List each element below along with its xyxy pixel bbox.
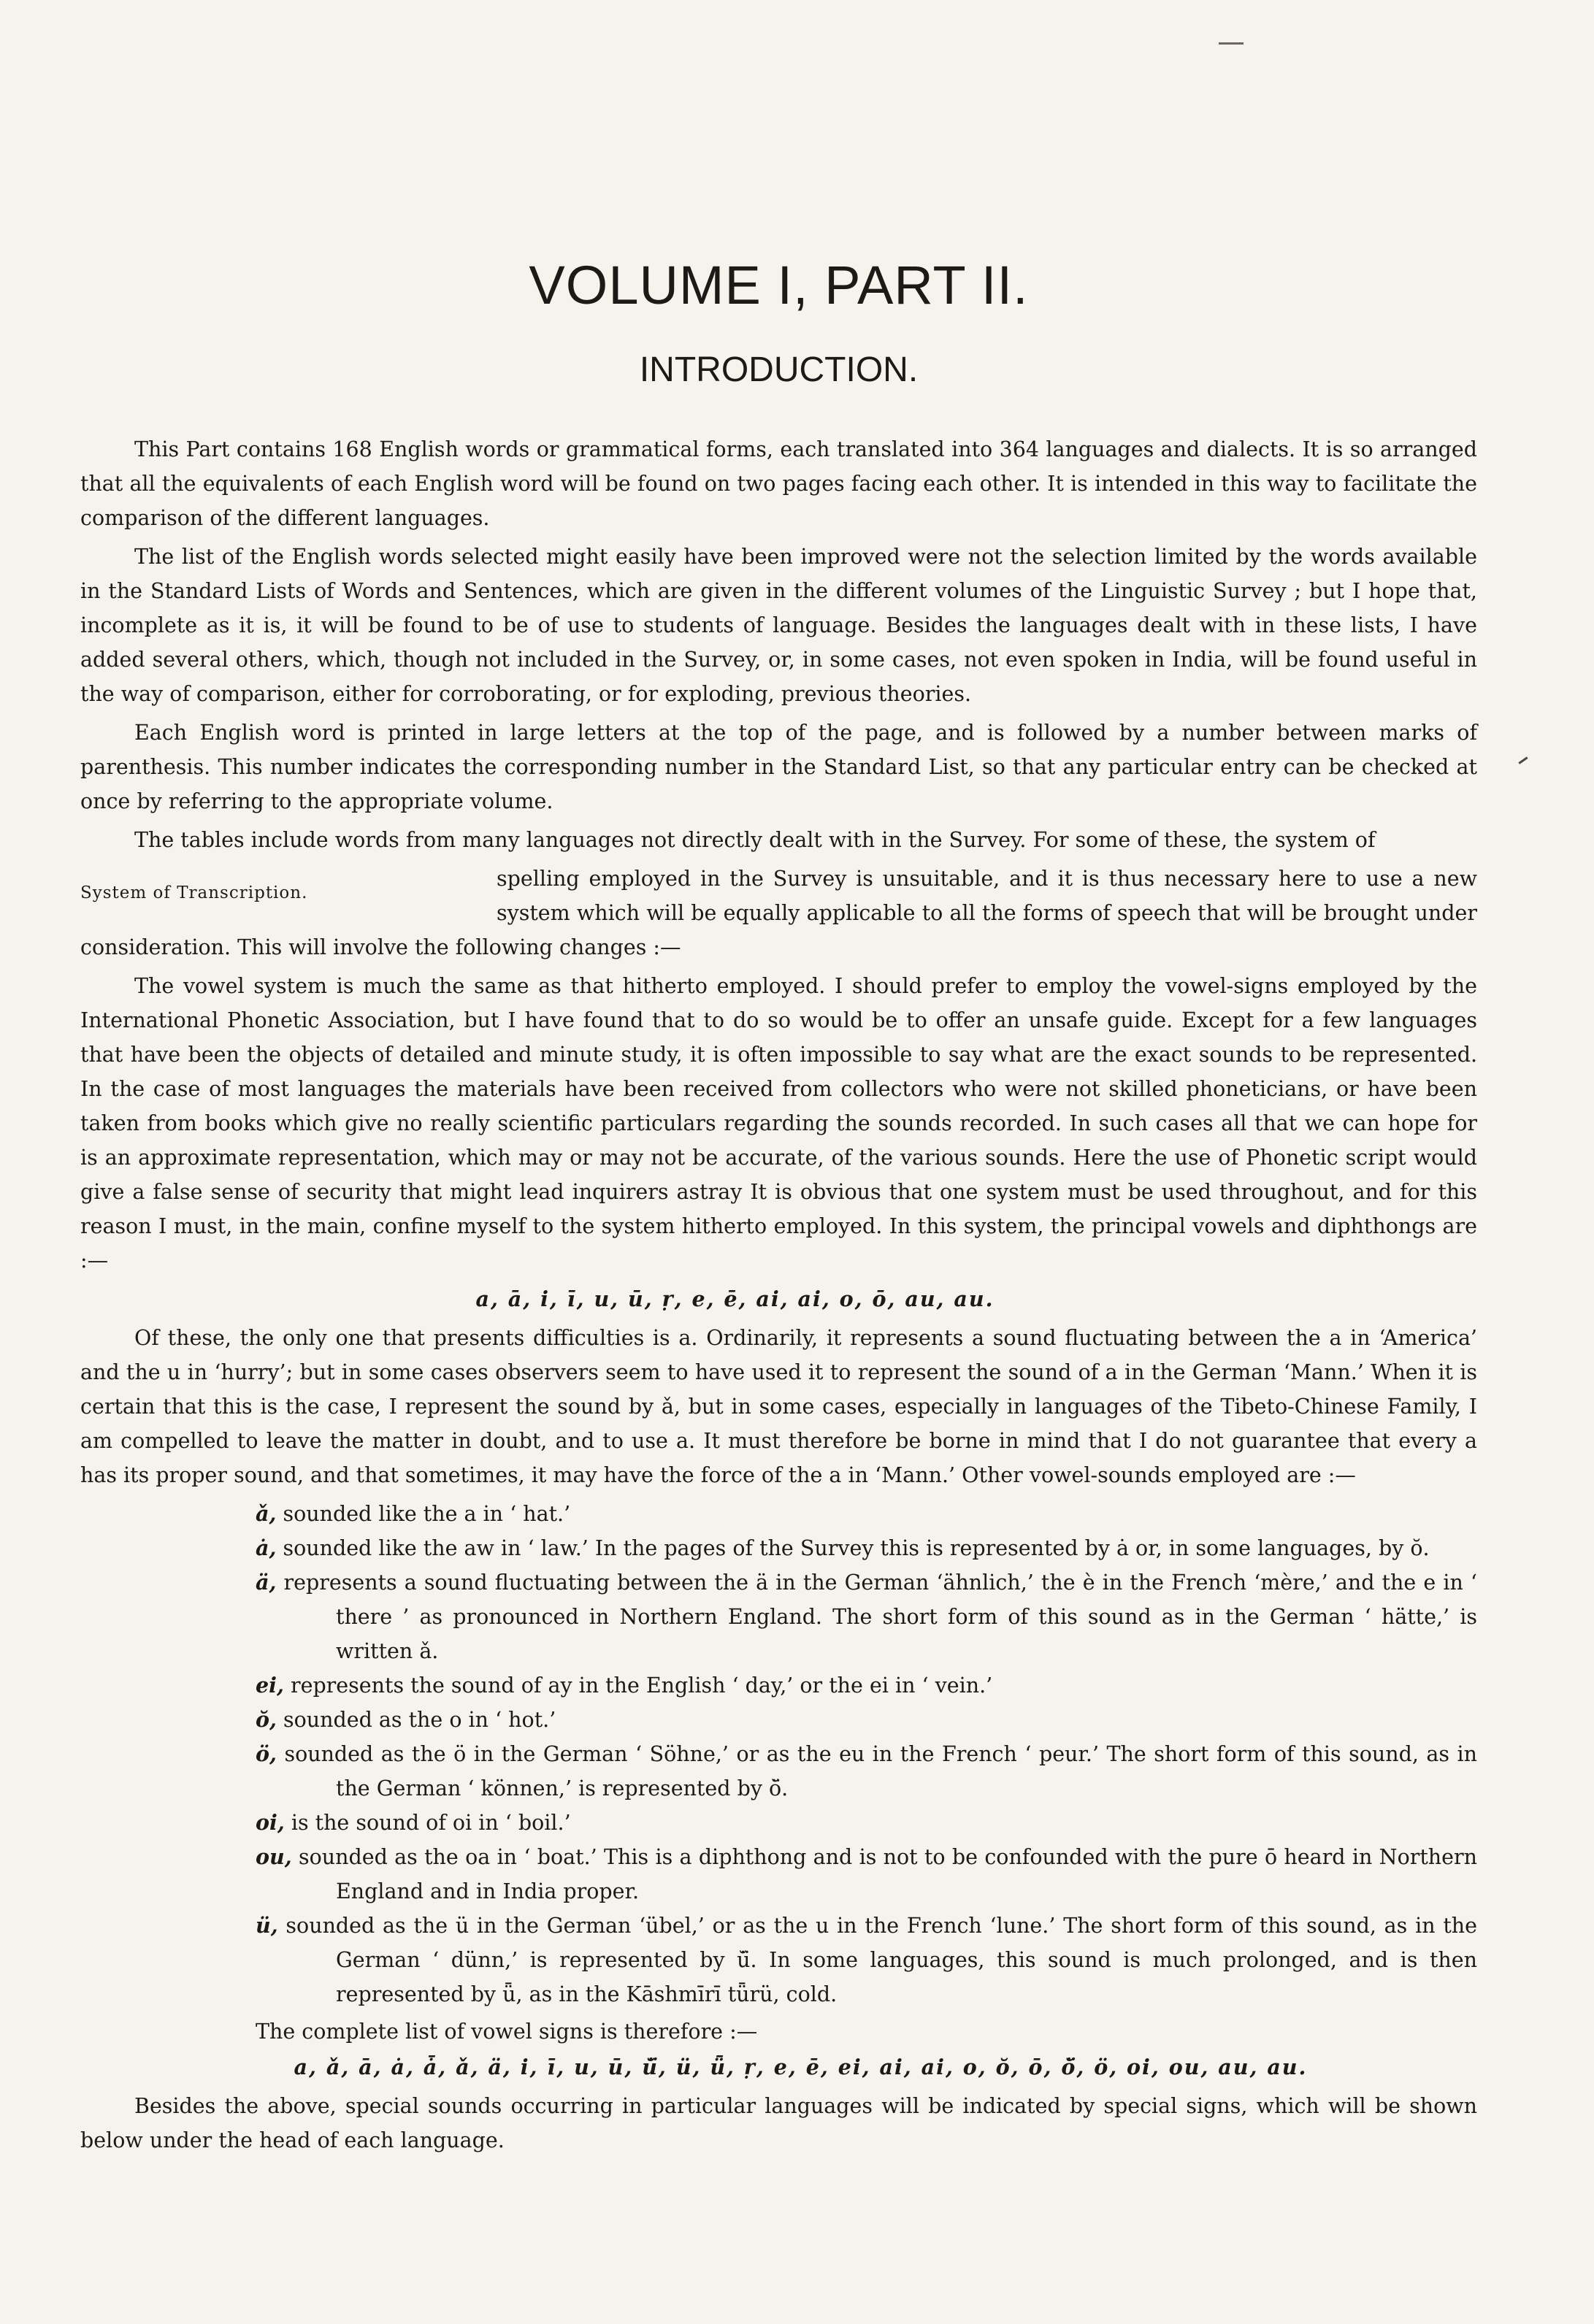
- paragraph-tables: The tables include words from many languages not directly dealt with in the Survey. For some of these, the system of: [134, 828, 1376, 852]
- vowel-description: represents the sound of ay in the English ‘ day,’ or the ei in ‘ vein.’: [283, 1673, 993, 1698]
- vowel-item: [256, 1909, 1477, 2012]
- vowel-symbol: ei,: [256, 1673, 284, 1698]
- vowel-symbol: ǎ,: [256, 1501, 277, 1526]
- vowel-item: [256, 1565, 1477, 1668]
- vowel-description: sounded as the ü in the German ‘übel,’ or as the u in the French ‘lune.’ The short form of this sound, as in the German ‘ dünn,’ is represented by ŭ̈. In some languages, this sound is much prolonged, and is then represented by ǖ, as in the Kāshmīrī tǖrü, cold.: [277, 1914, 1477, 2006]
- vowel-description: sounded like the a in ‘ hat.’: [276, 1502, 571, 1526]
- stray-mark: [1518, 756, 1528, 764]
- vowel-item: [256, 1497, 1477, 1531]
- section-heading: INTRODUCTION.: [639, 350, 919, 389]
- paragraph-vowel-system: The vowel system is much the same as that hitherto employed. I should prefer to employ the vowel-signs employed by the International Phonetic Association, but I have found that to do so would be to offer an unsafe guide. Except for a few languages that have been the objects of detailed and minute study, it is often impossible to say what are the exact sounds to be represented. In the case of most languages the materials have been received from collectors who were not skilled phoneticians, or have been taken from books which give no really scientific particulars regarding the sounds recorded. In such cases all that we can hope for is an approximate representation, which may or may not be accurate, of the various sounds. Here the use of Phonetic script would give a false sense of security that might lead inquirers astray It is obvious that one system must be used throughout, and for this reason I must, in the main, confine myself to the system hitherto employed. In this system, the principal vowels and diphthongs are :—: [80, 974, 1477, 1273]
- vowel-description: sounded like the aw in ‘ law.’ In the pages of the Survey this is represented by ȧ or, in some languages, by ŏ.: [276, 1536, 1430, 1560]
- page-title: VOLUME I, PART II.: [529, 255, 1029, 315]
- other-vowels-list: [80, 1497, 1477, 2012]
- complete-vowel-list: a, ǎ, ā, ȧ, ǡ, ǎ, ä, i, ī, u, ū, ŭ̈, ü, ǖ, ṛ, e, ē, ei, ai, ai, o, ŏ, ō, ŏ̈, ö, oi, ou, au, au.: [294, 2055, 1308, 2079]
- sidenote-system-of-transcription: System of Transcription.: [80, 883, 308, 902]
- vowel-description: sounded as the o in ‘ hot.’: [276, 1708, 556, 1732]
- vowel-symbol: oi,: [256, 1810, 285, 1835]
- vowel-item: [256, 1840, 1477, 1909]
- vowel-symbol: ȧ,: [256, 1535, 277, 1560]
- vowel-symbol: ou,: [256, 1844, 292, 1869]
- vowel-symbol: ŏ,: [256, 1707, 277, 1732]
- vowel-symbol: ö,: [256, 1741, 277, 1766]
- corner-mark: [1219, 42, 1244, 45]
- body-text: [80, 432, 1477, 2158]
- vowel-description: sounded as the ö in the German ‘ Söhne,’ or as the eu in the French ‘ peur.’ The short form of this sound, as in the German ‘ können,’ is represented by ŏ̈.: [276, 1742, 1477, 1800]
- paragraph-word-list: The list of the English words selected might easily have been improved were not the selection limited by the words available in the Standard Lists of Words and Sentences, which are given in the different volumes of the Linguistic Survey ; but I hope that, incomplete as it is, it will be found to be of use to students of language. Besides the languages dealt with in these lists, I have added several others, which, though not included in the Survey, or, in some cases, not even spoken in India, will be found useful in the way of comparison, either for corroborating, or for exploding, previous theories.: [80, 545, 1477, 706]
- complete-list-label: The complete list of vowel signs is therefore :—: [256, 2020, 758, 2044]
- paragraph-of-these: Of these, the only one that presents difficulties is a. Ordinarily, it represents a sound fluctuating between the a in ‘America’ and the u in ‘hurry’; but in some cases observers seem to have used it to represent the sound of a in the German ‘Mann.’ When it is certain that this is the case, I represent the sound by ǎ, but in some cases, especially in languages of the Tibeto-Chinese Family, I am compelled to leave the matter in doubt, and to use a. It must therefore be borne in mind that I do not guarantee that every a has its proper sound, and that sometimes, it may have the force of the a in ‘Mann.’ Other vowel-sounds employed are :—: [80, 1326, 1477, 1487]
- vowel-description: is the sound of oi in ‘ boil.’: [284, 1811, 571, 1835]
- transcription-block: [80, 862, 1477, 965]
- vowel-item: [256, 1668, 1477, 1703]
- vowel-description: sounded as the oa in ‘ boat.’ This is a diphthong and is not to be confounded with the pure ō heard in Northern England and in India proper.: [291, 1845, 1477, 1903]
- principal-vowels-line: a, ā, i, ī, u, ū, ṛ, e, ē, ai, ai, o, ō, au, au.: [475, 1286, 995, 1311]
- vowel-item: [256, 1806, 1477, 1840]
- vowel-item: [256, 1737, 1477, 1806]
- paragraph-closing: Besides the above, special sounds occurring in particular languages will be indicated by special signs, which will be shown below under the head of each language.: [80, 2094, 1477, 2152]
- vowel-symbol: ä,: [256, 1570, 277, 1595]
- paragraph-transcription: spelling employed in the Survey is unsuitable, and it is thus necessary here to use a new system which will be equally applicable to all the forms of speech that will be brought under consideration. This will involve the following changes :—: [80, 867, 1477, 959]
- paragraph-numbering: Each English word is printed in large letters at the top of the page, and is followed by a number between marks of parenthesis. This number indicates the corresponding number in the Standard List, so that any particular entry can be checked at once by referring to the appropriate volume.: [80, 721, 1477, 813]
- paragraph-intro: This Part contains 168 English words or grammatical forms, each translated into 364 languages and dialects. It is so arranged that all the equivalents of each English word will be found on two pages facing each other. It is intended in this way to facilitate the comparison of the different languages.: [80, 437, 1477, 530]
- vowel-description: represents a sound fluctuating between the ä in the German ‘ähnlich,’ the è in the French ‘mère,’ and the e in ‘ there ’ as pronounced in Northern England. The short form of this sound as in the German ‘ hätte,’ is written ǎ.: [276, 1571, 1477, 1663]
- vowel-item: [256, 1703, 1477, 1737]
- vowel-item: [256, 1531, 1477, 1565]
- vowel-symbol: ü,: [256, 1913, 278, 1938]
